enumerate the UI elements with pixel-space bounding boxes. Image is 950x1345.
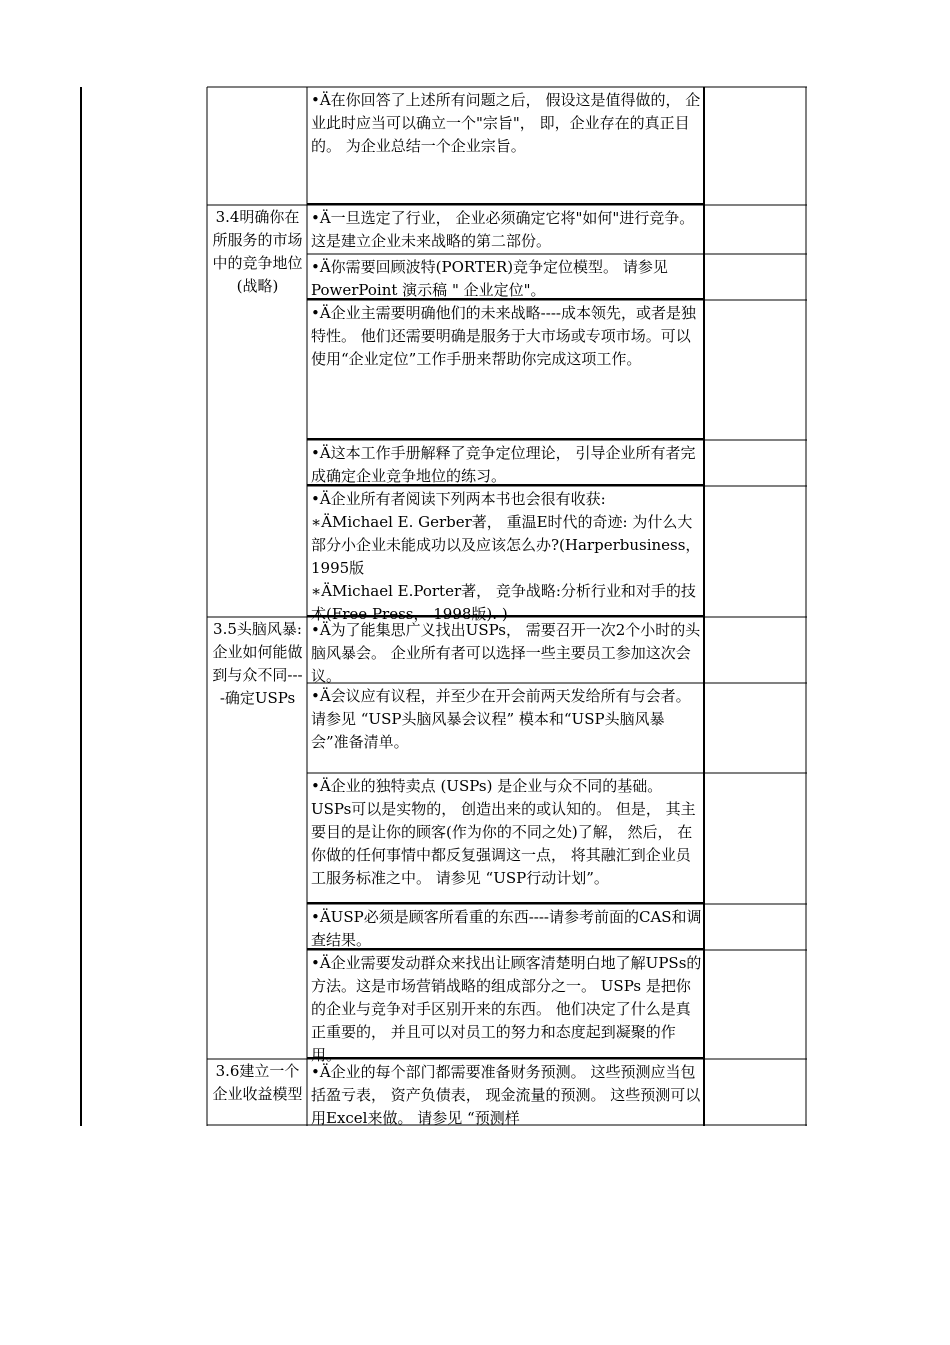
item-financial-forecast: •Ä企业的每个部门都需要准备财务预测。 这些预测应当包括盈亏表， 资产负债表， 现金流量的预测。 这些预测可以用Excel来做。 请参见 “预测样 <box>311 1063 701 1127</box>
item-workbook-explains: •Ä这本工作手册解释了竞争定位理论， 引导企业所有者完成确定企业竞争地位的练习。 <box>311 444 696 485</box>
worksheet-table <box>207 87 807 1126</box>
item-future-strategy: •Ä企业主需要明确他们的未来战略----成本领先，或者是独特性。 他们还需要明确是服务于大市场或专项市场。可以使用“企业定位”工作手册来帮助你完成这项工作。 <box>311 304 696 368</box>
item-brainstorm-meeting: •Ä为了能集思广义找出USPs， 需要召开一次2个小时的头脑风暴会。 企业所有者可以选择一些主要员工参加这次会议。 <box>311 621 701 685</box>
item-porter-model: •Ä你需要回顾波特(PORTER)竞争定位模型。 请参见PowerPoint 演示稿 " 企业定位"。 <box>311 258 668 299</box>
notes-column <box>705 88 806 1125</box>
item-establish-mission: •Ä在你回答了上述所有问题之后， 假设这是值得做的， 企业此时应当可以确立一个"宗旨"， 即，企业存在的真正目的。 为企业总结一个企业宗旨。 <box>311 91 701 155</box>
item-usp-customer-value: •ÄUSP必须是顾客所看重的东西----请参考前面的CAS和调查结果。 <box>311 908 702 949</box>
left-margin-bar <box>80 87 82 1126</box>
section-title-3-5: 3.5头脑风暴: 企业如何能做到与众不同----确定USPs <box>212 620 307 707</box>
section-title-3-6: 3.6建立一个企业收益模型 <box>212 1062 303 1103</box>
item-meeting-agenda: •Ä会议应有议程，并至少在开会前两天发给所有与会者。 请参见 “USP头脑风暴会议程” 模本和“USP头脑风暴会”准备清单。 <box>311 687 696 751</box>
item-how-to-compete: •Ä一旦选定了行业， 企业必须确定它将"如何"进行竞争。 这是建立企业未来战略的第二部份。 <box>311 209 700 250</box>
section-title-3-4: 3.4明确你在所服务的市场中的竞争地位(战略) <box>212 208 303 295</box>
item-usp-communication: •Ä企业需要发动群众来找出让顾客清楚明白地了解UPSs的方法。这是市场营销战略的组成部分之一。 USPs 是把你的企业与竞争对手区别开来的东西。 他们决定了什么是真正重要的， 并且可以对员工的努力和态度起到凝聚的作用。 <box>311 954 702 1064</box>
item-unique-selling-points: •Ä企业的独特卖点 (USPs) 是企业与众不同的基础。 USPs可以是实物的， 创造出来的或认知的。 但是， 其主要目的是让你的顾客(作为你的不同之处)了解， 然后， 在你做的任何事情中都反复强调这一点， 将其融汇到企业员工服务标准之中。 请参见 “USP行动计划”。 <box>311 777 696 887</box>
item-recommended-books: •Ä企业所有者阅读下列两本书也会很有收获: ∗ÄMichael E. Gerber著， 重温E时代的奇迹: 为什么大部分小企业未能成功以及应该怎么办?(Harperbusiness， 1995版 ∗ÄMichael E.Porter著， 竞争战略:分析行业和对手的技术(Free Press， 1998版). ) <box>311 490 701 623</box>
